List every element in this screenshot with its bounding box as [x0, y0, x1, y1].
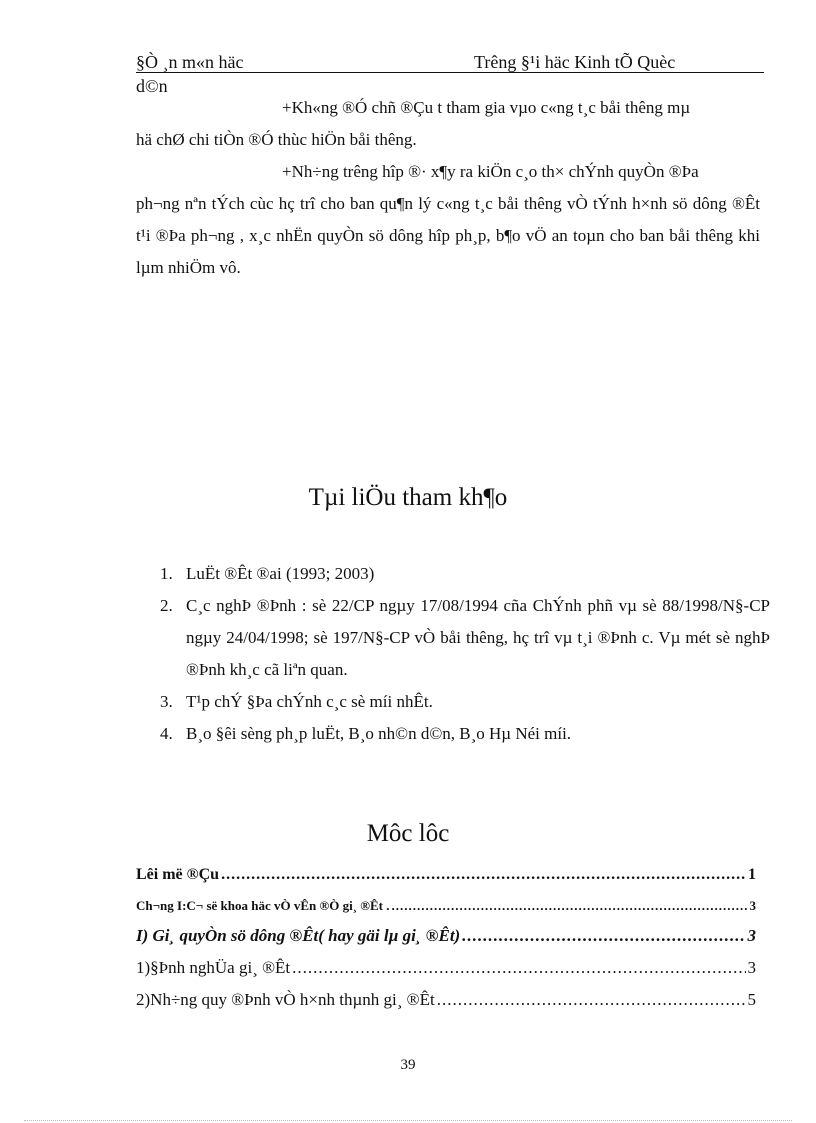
reference-item — [160, 590, 770, 686]
reference-number: 2. — [160, 596, 173, 615]
header-left-text: §Ò ¸n m«n häc — [136, 52, 244, 72]
paragraph-rest: ph¬ng nªn tÝch cùc hç trî cho ban qu¶n lý c«ng t¸c båi thêng vÒ tÝnh h×nh sö dông ®Êt t¹i ®Þa ph¬ng , x¸c nhËn quyÒn sö dông hîp ph¸p, b¶o vÖ an toµn cho ban båi thêng khi lµm nhiÖm vô. — [136, 194, 760, 277]
references-title: Tµi liÖu tham kh¶o — [308, 484, 508, 511]
reference-item — [160, 558, 770, 590]
reference-number: 3. — [160, 692, 173, 711]
toc-page-number: 3 — [749, 898, 756, 913]
paragraph-rest: hä chØ chi tiÒn ®Ó thùc hiÖn båi thêng. — [136, 130, 417, 149]
toc-entry[interactable] — [136, 990, 756, 1010]
toc-title: Môc lôc — [366, 820, 450, 847]
toc-entry-label: 1)§Þnh nghÜa gi¸ ®Êt — [136, 958, 291, 977]
page-number: 39 — [400, 1057, 416, 1073]
reference-text: C¸c nghÞ ®Þnh : sè 22/CP ngµy 17/08/1994 cña ChÝnh phñ vµ sè 88/1998/N§-CP ngµy 24/04/1998; sè 197/N§-CP vÒ båi thêng, hç trî vµ t¸i ®Þnh c. Vµ mét sè nghÞ ®Þnh kh¸c cã liªn quan. — [186, 596, 770, 679]
toc-entry-label: 2)Nh÷ng quy ®Þnh vÒ h×nh thµnh gi¸ ®Êt — [136, 990, 435, 1009]
page-bottom-divider — [24, 1120, 792, 1121]
running-header — [136, 52, 764, 73]
reference-text: LuËt ®Êt ®ai (1993; 2003) — [186, 564, 375, 583]
toc-leader-dots — [391, 898, 747, 914]
toc-page-number: 3 — [747, 926, 756, 945]
toc-entry[interactable] — [136, 866, 756, 884]
toc-leader-dots — [462, 926, 745, 946]
reference-item — [160, 718, 770, 750]
header-right-text: Trêng §¹i häc Kinh tÕ Quèc — [474, 52, 676, 72]
reference-item — [160, 686, 770, 718]
toc-entry-label: Lêi më ®Çu — [136, 866, 220, 883]
toc-leader-dots — [437, 990, 746, 1010]
body-paragraph — [136, 156, 760, 284]
toc-entry-label: Ch¬ng I:C¬ së khoa häc vÒ vÊn ®Ò gi¸ ®Êt . — [136, 898, 390, 913]
body-paragraph — [136, 92, 760, 156]
reference-list — [160, 558, 770, 750]
reference-text: B¸o §êi sèng ph¸p luËt, B¸o nh©n d©n, B¸o Hµ Néi míi. — [186, 724, 572, 743]
toc-leader-dots — [221, 866, 746, 884]
toc-entry[interactable] — [136, 898, 756, 914]
reference-number: 4. — [160, 724, 173, 743]
paragraph-first-line: +Kh«ng ®Ó chñ ®Çu t tham gia vµo c«ng t¸c båi thêng mµ — [282, 98, 691, 117]
header-continuation: d©n — [136, 76, 168, 96]
toc-entry[interactable] — [136, 958, 756, 978]
reference-text: T¹p chÝ §Þa chÝnh c¸c sè míi nhÊt. — [186, 692, 433, 711]
paragraph-first-line: +Nh÷ng trêng hîp ®· x¶y ra kiÖn c¸o th× chÝnh quyÒn ®Þa — [282, 162, 699, 181]
toc-leader-dots — [292, 958, 745, 978]
toc-page-number: 1 — [748, 866, 756, 883]
toc-entry-label: I) Gi¸ quyÒn sö dông ®Êt( hay gäi lµ gi¸ ®Êt) — [136, 926, 461, 945]
toc-page-number: 3 — [747, 958, 756, 977]
toc-entry[interactable] — [136, 926, 756, 946]
toc-page-number: 5 — [747, 990, 756, 1009]
reference-number: 1. — [160, 564, 173, 583]
